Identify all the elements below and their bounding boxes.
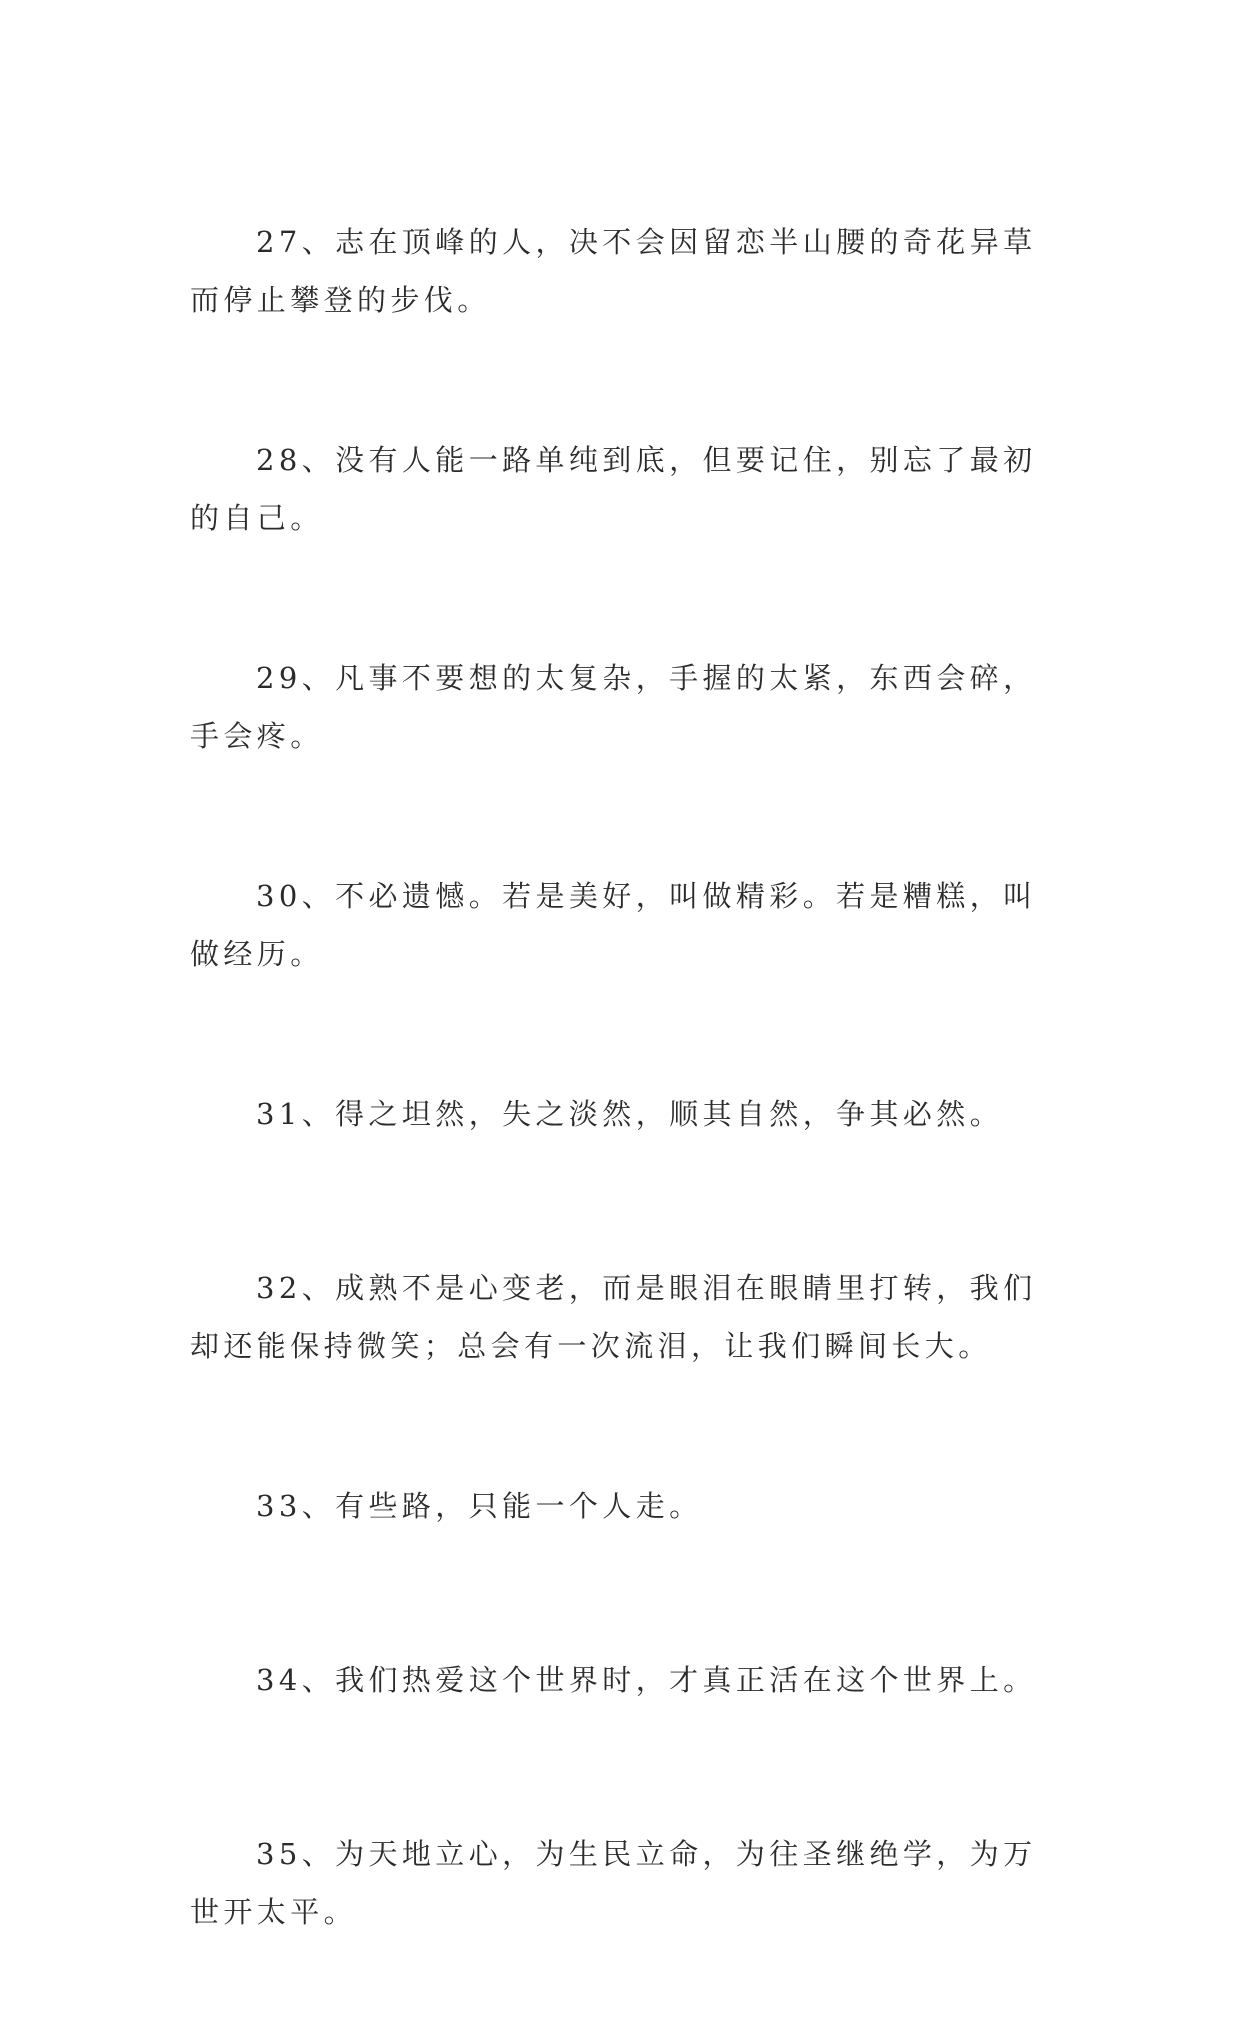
paragraph-30: 30、不必遗憾。若是美好，叫做精彩。若是糟糕，叫做经历。 bbox=[190, 879, 1037, 971]
paragraph-29: 29、凡事不要想的太复杂，手握的太紧，东西会碎，手会疼。 bbox=[190, 661, 1037, 753]
paragraph-27: 27、志在顶峰的人，决不会因留恋半山腰的奇花异草而停止攀登的步伐。 bbox=[190, 225, 1037, 317]
paragraph-35: 35、为天地立心，为生民立命，为往圣继绝学，为万世开太平。 bbox=[190, 1837, 1037, 1929]
paragraph-32: 32、成熟不是心变老，而是眼泪在眼睛里打转，我们却还能保持微笑；总会有一次流泪，让我们瞬间长大。 bbox=[190, 1271, 1037, 1363]
paragraph-33: 33、有些路，只能一个人走。 bbox=[256, 1489, 703, 1523]
paragraph-34: 34、我们热爱这个世界时，才真正活在这个世界上。 bbox=[256, 1663, 1037, 1697]
paragraph-28: 28、没有人能一路单纯到底，但要记住，别忘了最初的自己。 bbox=[190, 443, 1037, 535]
document-body bbox=[190, 213, 1056, 2043]
paragraph-31: 31、得之坦然，失之淡然，顺其自然，争其必然。 bbox=[256, 1097, 1004, 1131]
